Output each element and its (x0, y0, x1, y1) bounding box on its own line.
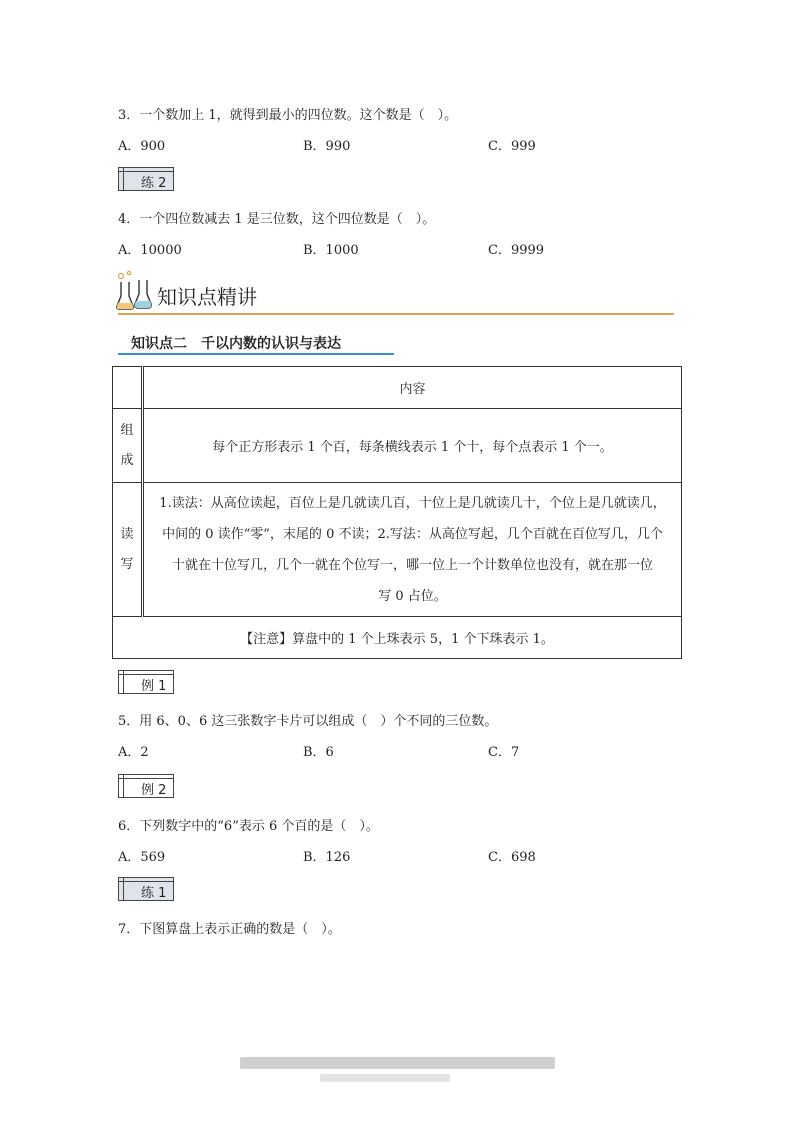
table-note-cell: 【注意】算盘中的 1 个上珠表示 5，1 个下珠表示 1。 (113, 617, 682, 659)
q4-option-b: B．1000 (303, 243, 359, 258)
q6-option-c: C．698 (488, 850, 536, 865)
knowledge-title-underline (118, 353, 394, 355)
flask-icon (115, 270, 155, 312)
q3-option-c: C．999 (488, 139, 536, 154)
question-6: 6．下列数字中的“6”表示 6 个百的是（ ）。 (118, 819, 379, 834)
table-content-cell (143, 483, 682, 617)
label-char: 写 (120, 556, 134, 572)
q6-option-b: B．126 (303, 850, 351, 865)
knowledge-point-title: 知识点二 千以内数的认识与表达 (131, 336, 341, 352)
practice-tag-label: 练 1 (141, 886, 167, 901)
example-tag-label: 例 2 (141, 783, 167, 798)
text-line: 十就在十位写几，几个一就在个位写一，哪一位上一个计数单位也没有，就在那一位 (171, 557, 653, 573)
q4-option-c: C．9999 (488, 243, 545, 258)
practice-tag (118, 877, 174, 901)
question-3: 3．一个数加上 1，就得到最小的四位数。这个数是（ ）。 (118, 108, 458, 123)
q5-option-c: C．7 (488, 745, 520, 760)
practice-tag (118, 167, 174, 191)
example-tag (118, 670, 174, 694)
q3-option-a: A．900 (118, 139, 166, 154)
section-heading: 知识点精讲 (157, 285, 257, 309)
table-corner-cell (113, 367, 143, 409)
question-5: 5．用 6、0、6 这三张数字卡片可以组成（ ）个不同的三位数。 (118, 714, 498, 729)
table-content-cell: 每个正方形表示 1 个百，每条横线表示 1 个十，每个点表示 1 个一。 (143, 409, 682, 483)
label-char: 成 (120, 452, 134, 468)
label-char: 组 (120, 422, 134, 438)
q4-option-a: A．10000 (118, 243, 182, 258)
practice-tag-label: 练 2 (141, 176, 167, 191)
footer-watermark (240, 1057, 555, 1069)
text-line: 写 0 占位。 (378, 588, 447, 604)
label-char: 读 (120, 526, 134, 542)
q5-option-a: A．2 (118, 745, 149, 760)
footer-watermark (320, 1074, 450, 1082)
example-tag-label: 例 1 (141, 679, 167, 694)
section-divider (118, 313, 674, 315)
example-tag (118, 774, 174, 798)
q3-option-b: B．990 (303, 139, 351, 154)
question-7: 7．下图算盘上表示正确的数是（ ）。 (118, 922, 341, 937)
table-row-label (113, 409, 143, 483)
table-header-cell: 内容 (143, 367, 682, 409)
knowledge-table (112, 366, 682, 659)
text-line: 中间的 0 读作“零”，末尾的 0 不读；2.写法：从高位写起，几个百就在百位写几，几个 (162, 526, 663, 542)
q6-option-a: A．569 (118, 850, 166, 865)
question-4: 4．一个四位数减去 1 是三位数，这个四位数是（ ）。 (118, 212, 436, 227)
table-row-label (113, 483, 143, 617)
text-line: 1.读法：从高位读起，百位上是几就读几百，十位上是几就读几十，个位上是几就读几， (159, 495, 666, 511)
q5-option-b: B．6 (303, 745, 334, 760)
